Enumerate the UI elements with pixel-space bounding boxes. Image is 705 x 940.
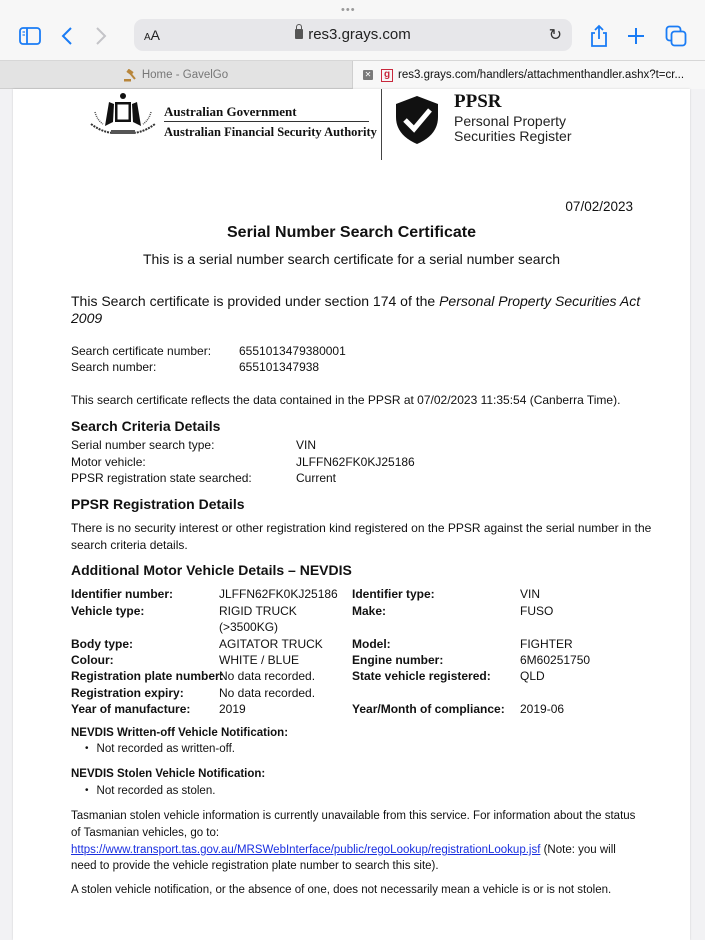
registration-heading: PPSR Registration Details [71, 496, 245, 512]
nevdis-label: State vehicle registered: [352, 669, 491, 683]
search-number-label: Search number: [71, 360, 157, 374]
certificate-subtitle: This is a serial number search certificate for a serial number search [142, 251, 561, 267]
certificate-document [13, 89, 690, 940]
nevdis-value-cont: (>3500KG) [219, 620, 279, 634]
afsa-title: Australian Financial Security Authority [164, 125, 377, 139]
nevdis-value: FUSO [520, 604, 554, 618]
search-criteria-heading: Search Criteria Details [71, 418, 221, 434]
nevdis-label: Identifier type: [352, 587, 435, 601]
url-display [134, 26, 572, 43]
act-name: Personal Property Securities Act [439, 293, 641, 309]
nevdis-value: QLD [520, 669, 545, 683]
close-tab-icon[interactable]: ✕ [364, 70, 372, 79]
tab-home-gavelgo[interactable] [0, 61, 352, 89]
nevdis-label: Body type: [71, 637, 134, 651]
tasmania-note-2: need to provide the vehicle registration plate number to search this site). [71, 860, 439, 872]
grays-favicon-icon: g [381, 69, 393, 82]
forward-button[interactable] [92, 24, 110, 48]
chevron-right-icon [95, 26, 107, 46]
gov-title: Australian Government [164, 104, 297, 119]
nevdis-value: No data recorded. [219, 686, 316, 700]
criteria-label: PPSR registration state searched: [71, 471, 252, 485]
nevdis-label: Vehicle type: [71, 604, 145, 618]
criteria-value: Current [296, 471, 337, 485]
certificate-date: 07/02/2023 [565, 199, 633, 214]
gavel-icon [124, 69, 137, 82]
act-year: 2009 [71, 310, 103, 326]
share-button[interactable] [588, 24, 610, 48]
criteria-label: Serial number search type: [71, 438, 215, 452]
divider [164, 121, 369, 122]
nevdis-value: WHITE / BLUE [219, 653, 300, 667]
nevdis-value: FIGHTER [520, 637, 573, 651]
header-divider [381, 89, 382, 160]
legal-prefix: This Search certificate is provided under section 174 of the [71, 293, 440, 309]
stolen-disclaimer: A stolen vehicle notification, or the absence of one, does not necessarily mean a vehicle is or is not stolen. [71, 884, 612, 896]
lock-icon [295, 29, 303, 39]
reload-icon[interactable]: ↻ [548, 27, 562, 44]
nevdis-value: RIGID TRUCK [219, 604, 297, 618]
nevdis-value: 6M60251750 [520, 653, 591, 667]
ppsr-title: PPSR [454, 91, 502, 112]
drag-handle-dots[interactable]: ••• [341, 4, 356, 16]
browser-toolbar [0, 0, 705, 60]
chevron-left-icon [61, 26, 73, 46]
reflects-statement: This search certificate reflects the data contained in the PPSR at 07/02/2023 11:35:54 (Canberra Time). [71, 393, 621, 407]
nevdis-label: Colour: [71, 653, 114, 667]
url-text: res3.grays.com [308, 26, 411, 43]
tasmania-note: (Note: you will [540, 844, 616, 856]
ppsr-subtitle-1: Personal Property [454, 113, 567, 129]
written-off-list [85, 743, 235, 755]
tabs-overview-button[interactable] [664, 24, 688, 48]
back-button[interactable] [58, 24, 76, 48]
nevdis-label: Year/Month of compliance: [352, 702, 505, 716]
list-item: • Not recorded as stolen. [85, 785, 215, 797]
plus-icon [626, 26, 646, 46]
tab-title: Home - GavelGo [141, 69, 229, 81]
nevdis-value: No data recorded. [219, 669, 316, 683]
tasmania-link-line [71, 844, 616, 856]
criteria-value: VIN [296, 438, 317, 452]
nevdis-label: Year of manufacture: [71, 702, 191, 716]
nevdis-value: VIN [520, 587, 541, 601]
registration-text-2: search criteria details. [71, 538, 188, 552]
new-tab-button[interactable] [625, 24, 647, 48]
tabs-icon [665, 25, 687, 47]
nevdis-value: AGITATOR TRUCK [219, 637, 323, 651]
legal-statement [71, 293, 651, 327]
criteria-value: JLFFN62FK0KJ25186 [296, 455, 415, 469]
share-icon [590, 24, 608, 48]
tab-grays-attachment[interactable] [352, 61, 705, 89]
search-number-value: 655101347938 [239, 360, 320, 374]
nevdis-label: Identifier number: [71, 587, 174, 601]
cert-number-value: 6551013479380001 [239, 344, 346, 358]
list-item: • Not recorded as written-off. [85, 743, 235, 755]
written-off-heading: NEVDIS Written-off Vehicle Notification: [71, 727, 289, 739]
nevdis-label: Make: [352, 604, 387, 618]
tab-bar [0, 60, 705, 89]
certificate-title: Serial Number Search Certificate [227, 224, 476, 241]
address-bar[interactable] [134, 19, 572, 51]
ppsr-subtitle-2: Securities Register [454, 128, 572, 144]
tasmania-rego-lookup-link[interactable]: https://www.transport.tas.gov.au/MRSWebInterface/public/regoLookup/registrationLookup.jsf [71, 844, 541, 856]
nevdis-label: Registration expiry: [71, 686, 184, 700]
text-size-button[interactable]: AA [144, 27, 161, 43]
nevdis-value: 2019 [219, 702, 246, 716]
registration-text-1: There is no security interest or other registration kind registered on the PPSR against the serial number in the [71, 521, 652, 535]
tab-title: res3.grays.com/handlers/attachmenthandler.ashx?t=cr... [398, 69, 685, 81]
nevdis-heading: Additional Motor Vehicle Details – NEVDIS [71, 562, 352, 578]
criteria-label: Motor vehicle: [71, 455, 146, 469]
cert-number-label: Search certificate number: [71, 344, 212, 358]
nevdis-value: JLFFN62FK0KJ25186 [219, 587, 338, 601]
stolen-heading: NEVDIS Stolen Vehicle Notification: [71, 768, 266, 780]
sidebar-icon[interactable] [18, 24, 42, 48]
nevdis-label: Model: [352, 637, 391, 651]
stolen-list [85, 785, 215, 797]
nevdis-label: Registration plate number: [71, 669, 224, 683]
coat-of-arms-icon [87, 92, 159, 140]
nevdis-label: Engine number: [352, 653, 444, 667]
nevdis-value: 2019-06 [520, 702, 565, 716]
shield-check-icon [394, 95, 440, 145]
tasmania-text-2: of Tasmanian vehicles, go to: [71, 827, 220, 839]
tasmania-text-1: Tasmanian stolen vehicle information is currently unavailable from this service. For information about the status [71, 810, 636, 822]
